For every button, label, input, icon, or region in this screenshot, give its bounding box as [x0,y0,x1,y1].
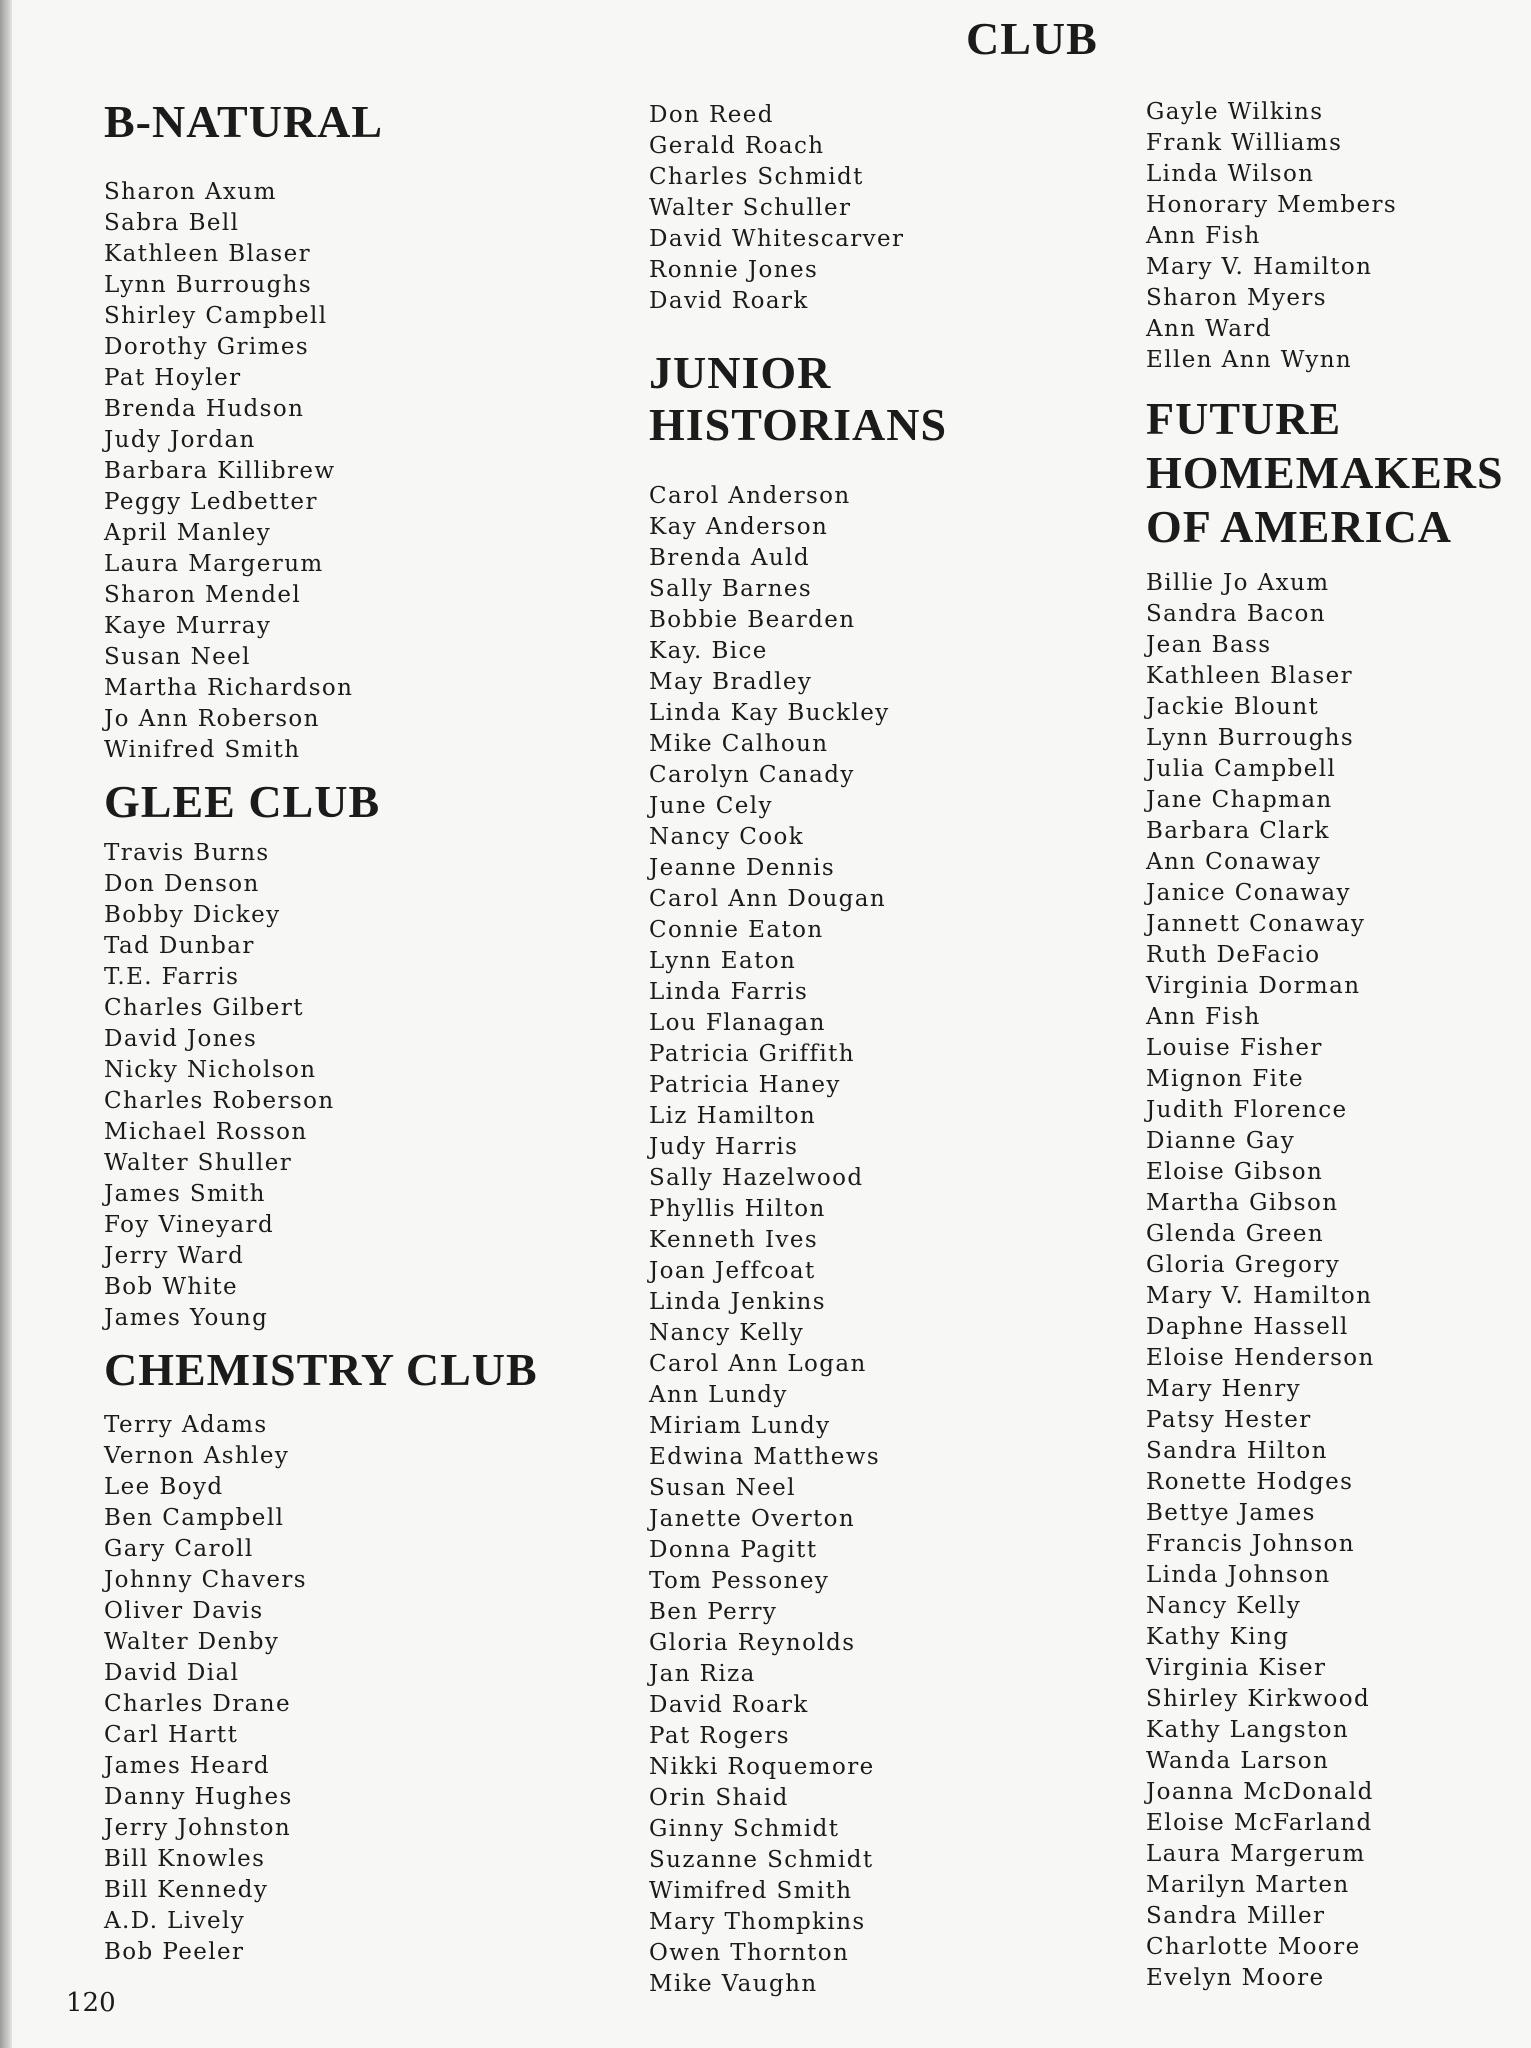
member-name: Sabra Bell [104,210,240,236]
member-name: Michael Rosson [104,1119,308,1145]
member-name: Edwina Matthews [649,1444,881,1470]
heading-line: B-NATURAL [104,96,384,147]
member-name: Owen Thornton [649,1940,850,1966]
member-name: Ginny Schmidt [649,1816,840,1842]
member-name: Charles Gilbert [104,995,304,1021]
continued-heading: CLUB [966,13,1098,64]
member-name: Carol Ann Dougan [649,886,887,912]
member-name: Daphne Hassell [1146,1314,1349,1340]
member-name: Eloise McFarland [1146,1810,1373,1836]
member-name: Laura Margerum [1146,1841,1366,1867]
member-name: Kathleen Blaser [104,241,312,267]
heading-line: CHEMISTRY CLUB [104,1344,538,1395]
member-name: Charles Drane [104,1691,291,1717]
member-name: Judy Jordan [104,427,256,453]
member-name: Joan Jeffcoat [649,1258,816,1284]
member-name: Wimifred Smith [649,1878,853,1904]
member-name: David Roark [649,1692,809,1718]
member-name: Miriam Lundy [649,1413,831,1439]
member-name: Sharon Mendel [104,582,302,608]
member-name: Kathy Langston [1146,1717,1350,1743]
member-name: Lou Flanagan [649,1010,826,1036]
member-name: Dianne Gay [1146,1128,1296,1154]
member-name: Marilyn Marten [1146,1872,1350,1898]
member-name: Nancy Kelly [1146,1593,1302,1619]
member-name: Eloise Gibson [1146,1159,1324,1185]
member-name: Johnny Chavers [104,1567,307,1593]
member-name: Joanna McDonald [1146,1779,1374,1805]
member-name: June Cely [649,793,773,819]
member-name: Mary V. Hamilton [1146,254,1373,280]
member-name: Sharon Myers [1146,285,1328,311]
heading-line: OF AMERICA [1146,501,1453,552]
member-name: Sandra Miller [1146,1903,1326,1929]
heading-line: HOMEMAKERS [1146,447,1504,498]
section-heading [104,1344,574,1396]
member-name: Connie Eaton [649,917,824,943]
member-name: Carol Anderson [649,483,851,509]
member-name: Linda Wilson [1146,161,1315,187]
member-name: Sally Barnes [649,576,813,602]
member-name: Charles Schmidt [649,164,864,190]
member-name: Peggy Ledbetter [104,489,318,515]
member-name: Kaye Murray [104,613,272,639]
member-name: David Jones [104,1026,258,1052]
member-name: Bill Kennedy [104,1877,269,1903]
member-name: Ann Fish [1146,1004,1261,1030]
member-name: Ann Conaway [1146,849,1322,875]
member-name: Carolyn Canady [649,762,855,788]
column-2 [649,100,1129,2000]
section-heading [104,776,574,828]
member-name: Danny Hughes [104,1784,293,1810]
member-name: Jean Bass [1146,632,1272,658]
member-name: David Dial [104,1660,240,1686]
member-name: Mike Vaughn [649,1971,818,1997]
section-heading [649,347,1129,451]
member-name: Susan Neel [649,1475,796,1501]
member-name: Eloise Henderson [1146,1345,1375,1371]
member-name: Brenda Auld [649,545,810,571]
section-glee-club [104,776,574,1334]
member-name: Sandra Hilton [1146,1438,1328,1464]
member-list [1146,568,1526,1994]
member-name: Evelyn Moore [1146,1965,1325,1991]
section-future-homemakers [1146,392,1526,1994]
column-3 [1146,97,1526,1994]
member-name: Shirley Campbell [104,303,328,329]
member-name: Linda Kay Buckley [649,700,890,726]
member-name: Suzanne Schmidt [649,1847,874,1873]
member-name: Vernon Ashley [104,1443,290,1469]
member-name: May Bradley [649,669,813,695]
member-name: Phyllis Hilton [649,1196,826,1222]
member-name: Kathy King [1146,1624,1290,1650]
member-name: Charlotte Moore [1146,1934,1361,1960]
member-list [649,100,1129,317]
member-name: Don Denson [104,871,260,897]
member-name: Julia Campbell [1146,756,1337,782]
member-name: Lee Boyd [104,1474,224,1500]
member-name: Mike Calhoun [649,731,829,757]
column-1 [104,96,574,1968]
member-name: Judith Florence [1146,1097,1348,1123]
member-name: Linda Jenkins [649,1289,826,1315]
member-name: Honorary Members [1146,192,1398,218]
heading-line: GLEE CLUB [104,776,381,827]
member-name: Ann Ward [1146,316,1272,342]
member-name: Gayle Wilkins [1146,99,1324,125]
member-name: Gary Caroll [104,1536,254,1562]
member-name: Lynn Burroughs [1146,725,1355,751]
member-list [104,1410,574,1968]
member-name: Jerry Johnston [104,1815,292,1841]
member-name: Mary Thompkins [649,1909,866,1935]
member-name: Patsy Hester [1146,1407,1312,1433]
member-name: Laura Margerum [104,551,324,577]
member-name: Ruth DeFacio [1146,942,1321,968]
member-name: Gloria Gregory [1146,1252,1341,1278]
member-list [649,481,1129,2000]
member-name: Foy Vineyard [104,1212,275,1238]
member-name: Winifred Smith [104,737,301,763]
member-name: Mary V. Hamilton [1146,1283,1373,1309]
member-name: Wanda Larson [1146,1748,1330,1774]
member-name: Travis Burns [104,840,270,866]
member-name: Walter Denby [104,1629,280,1655]
member-name: James Young [104,1305,269,1331]
member-name: Bill Knowles [104,1846,266,1872]
member-name: Janette Overton [649,1506,856,1532]
member-name: Tom Pessoney [649,1568,830,1594]
heading-line: HISTORIANS [649,399,948,450]
member-name: Lynn Eaton [649,948,797,974]
section-heading [104,96,574,148]
member-list [104,177,574,766]
member-name: April Manley [104,520,272,546]
section-junior-historians [649,347,1129,2000]
member-name: Kay Anderson [649,514,829,540]
section-chemistry-club [104,1344,574,1968]
member-name: Martha Gibson [1146,1190,1339,1216]
member-name: Jeanne Dennis [649,855,836,881]
member-name: Jannett Conaway [1146,911,1366,937]
member-name: Ben Campbell [104,1505,285,1531]
member-name: T.E. Farris [104,964,240,990]
member-name: Martha Richardson [104,675,354,701]
member-name: Ben Perry [649,1599,778,1625]
heading-line: FUTURE [1146,393,1342,444]
member-name: Ronnie Jones [649,257,819,283]
member-name: Terry Adams [104,1412,268,1438]
member-name: Liz Hamilton [649,1103,817,1129]
member-name: Don Reed [649,102,774,128]
member-name: Francis Johnson [1146,1531,1355,1557]
member-name: Oliver Davis [104,1598,264,1624]
member-name: Nikki Roquemore [649,1754,875,1780]
member-name: Dorothy Grimes [104,334,310,360]
member-name: Carl Hartt [104,1722,239,1748]
member-name: Gerald Roach [649,133,825,159]
member-name: Barbara Killibrew [104,458,336,484]
member-name: Billie Jo Axum [1146,570,1330,596]
member-name: Jane Chapman [1146,787,1333,813]
member-name: Virginia Kiser [1146,1655,1327,1681]
member-name: Linda Farris [649,979,809,1005]
member-name: Ronette Hodges [1146,1469,1354,1495]
member-name: Pat Rogers [649,1723,791,1749]
member-name: Nicky Nicholson [104,1057,317,1083]
member-name: Brenda Hudson [104,396,305,422]
member-name: Patricia Haney [649,1072,841,1098]
member-name: Orin Shaid [649,1785,789,1811]
page-binding-edge [0,0,12,2048]
member-name: Glenda Green [1146,1221,1325,1247]
member-name: Shirley Kirkwood [1146,1686,1371,1712]
member-name: Bettye James [1146,1500,1316,1526]
member-list [1146,97,1526,376]
member-name: Jackie Blount [1146,694,1320,720]
member-name: James Smith [104,1181,266,1207]
member-name: Bobbie Bearden [649,607,856,633]
member-name: Louise Fisher [1146,1035,1323,1061]
member-name: Nancy Cook [649,824,805,850]
member-name: Jo Ann Roberson [104,706,320,732]
member-name: Ellen Ann Wynn [1146,347,1353,373]
member-name: Linda Johnson [1146,1562,1331,1588]
member-name: Frank Williams [1146,130,1343,156]
section-heading [1146,392,1526,554]
section-continued-list [649,100,1129,317]
member-name: Judy Harris [649,1134,799,1160]
member-name: Walter Shuller [104,1150,293,1176]
member-name: Tad Dunbar [104,933,255,959]
member-name: Virginia Dorman [1146,973,1361,999]
member-name: Sandra Bacon [1146,601,1326,627]
member-name: Kenneth Ives [649,1227,819,1253]
member-name: David Whitescarver [649,226,905,252]
member-name: Charles Roberson [104,1088,335,1114]
member-name: Ann Lundy [649,1382,788,1408]
member-name: Jerry Ward [104,1243,245,1269]
section-b-natural [104,96,574,766]
member-name: Mignon Fite [1146,1066,1304,1092]
member-name: Lynn Burroughs [104,272,313,298]
member-name: Bob White [104,1274,239,1300]
member-name: Donna Pagitt [649,1537,818,1563]
member-name: Bobby Dickey [104,902,281,928]
member-name: Sally Hazelwood [649,1165,864,1191]
section-continued-list [1146,97,1526,376]
member-name: Janice Conaway [1146,880,1351,906]
heading-line: JUNIOR [649,347,832,398]
member-name: Sharon Axum [104,179,277,205]
member-name: Patricia Griffith [649,1041,855,1067]
member-name: Bob Peeler [104,1939,245,1965]
member-name: Kathleen Blaser [1146,663,1354,689]
member-name: Jan Riza [649,1661,756,1687]
member-name: Gloria Reynolds [649,1630,856,1656]
member-name: James Heard [104,1753,270,1779]
member-name: Susan Neel [104,644,251,670]
member-name: Kay. Bice [649,638,768,664]
member-name: A.D. Lively [104,1908,246,1934]
member-name: Ann Fish [1146,223,1261,249]
member-name: Walter Schuller [649,195,852,221]
member-list [104,838,574,1334]
member-name: Barbara Clark [1146,818,1330,844]
member-name: Mary Henry [1146,1376,1302,1402]
page-number: 120 [66,1988,116,2018]
member-name: Carol Ann Logan [649,1351,867,1377]
member-name: Nancy Kelly [649,1320,805,1346]
member-name: Pat Hoyler [104,365,242,391]
member-name: David Roark [649,288,809,314]
